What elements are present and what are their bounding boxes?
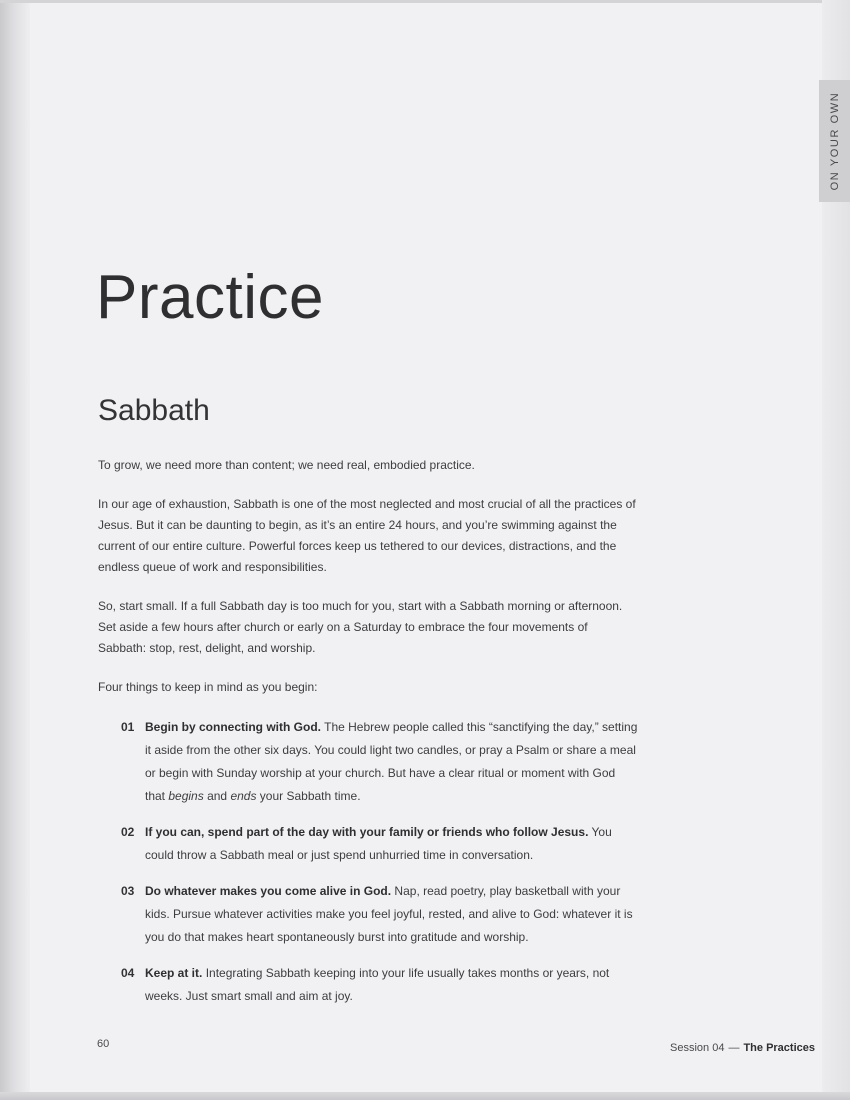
- page-number: 60: [97, 1038, 110, 1050]
- item-text: and: [203, 789, 231, 803]
- item-text: your Sabbath time.: [256, 789, 361, 803]
- item-number: 02: [121, 825, 135, 839]
- item-lead: Keep at it.: [145, 966, 203, 980]
- body-content: [98, 455, 638, 1021]
- page-bottom-edge: [0, 1092, 850, 1100]
- list-item: [98, 716, 638, 808]
- footer-separator: —: [728, 1042, 740, 1054]
- list-item: [98, 880, 638, 949]
- list-intro-paragraph: Four things to keep in mind as you begin:: [98, 680, 318, 694]
- running-footer: [670, 1042, 815, 1054]
- item-number: 04: [121, 966, 135, 980]
- numbered-list: [98, 716, 638, 1008]
- item-emphasis: ends: [230, 789, 257, 803]
- item-lead: Do whatever makes you come alive in God.: [145, 884, 392, 898]
- section-heading: Sabbath: [98, 394, 210, 427]
- item-lead: If you can, spend part of the day with your family or friends who follow Jesus.: [145, 825, 589, 839]
- item-text: Nap, read poetry, play basketball with your kids. Pursue whatever activities make you feel joyful, rested, and alive to God: whatever it is you do that makes heart spontaneously burst into gratitude and worship.: [145, 884, 633, 944]
- body-paragraph: So, start small. If a full Sabbath day is too much for you, start with a Sabbath morning or afternoon. Set aside a few hours after church or early on a Saturday to embrace the four movements of Sabbath: stop, rest, delight, and worship.: [98, 599, 623, 655]
- intro-paragraph: To grow, we need more than content; we need real, embodied practice.: [98, 458, 475, 472]
- list-item: [98, 821, 638, 867]
- book-spine-shadow: [0, 0, 30, 1100]
- item-number: 03: [121, 884, 135, 898]
- page-top-edge: [0, 0, 850, 3]
- item-text: You could throw a Sabbath meal or just spend unhurried time in conversation.: [145, 825, 612, 862]
- item-emphasis: begins: [168, 789, 204, 803]
- list-item: [98, 962, 638, 1008]
- body-paragraph: In our age of exhaustion, Sabbath is one of the most neglected and most crucial of all the practices of Jesus. But it can be daunting to begin, as it’s an entire 24 hours, and you’re swimming against the current of our entire culture. Powerful forces keep us tethered to our devices, distractions, and the endless queue of work and responsibilities.: [98, 497, 636, 574]
- item-text: Integrating Sabbath keeping into your life usually takes months or years, not weeks. Just smart small and aim at joy.: [145, 966, 610, 1003]
- footer-section: The Practices: [743, 1042, 815, 1054]
- item-text: The Hebrew people called this “sanctifying the day,” setting it aside from the other six days. You could light two candles, or pray a Psalm or share a meal or begin with Sunday worship at your church. But have a clear ritual or moment with God that: [145, 720, 638, 803]
- item-number: 01: [121, 720, 135, 734]
- side-tab-label: ON YOUR OWN: [828, 91, 841, 191]
- item-lead: Begin by connecting with God.: [145, 720, 321, 734]
- footer-session: Session 04: [670, 1042, 725, 1054]
- page-title: Practice: [96, 263, 324, 332]
- side-section-tab: [819, 80, 850, 202]
